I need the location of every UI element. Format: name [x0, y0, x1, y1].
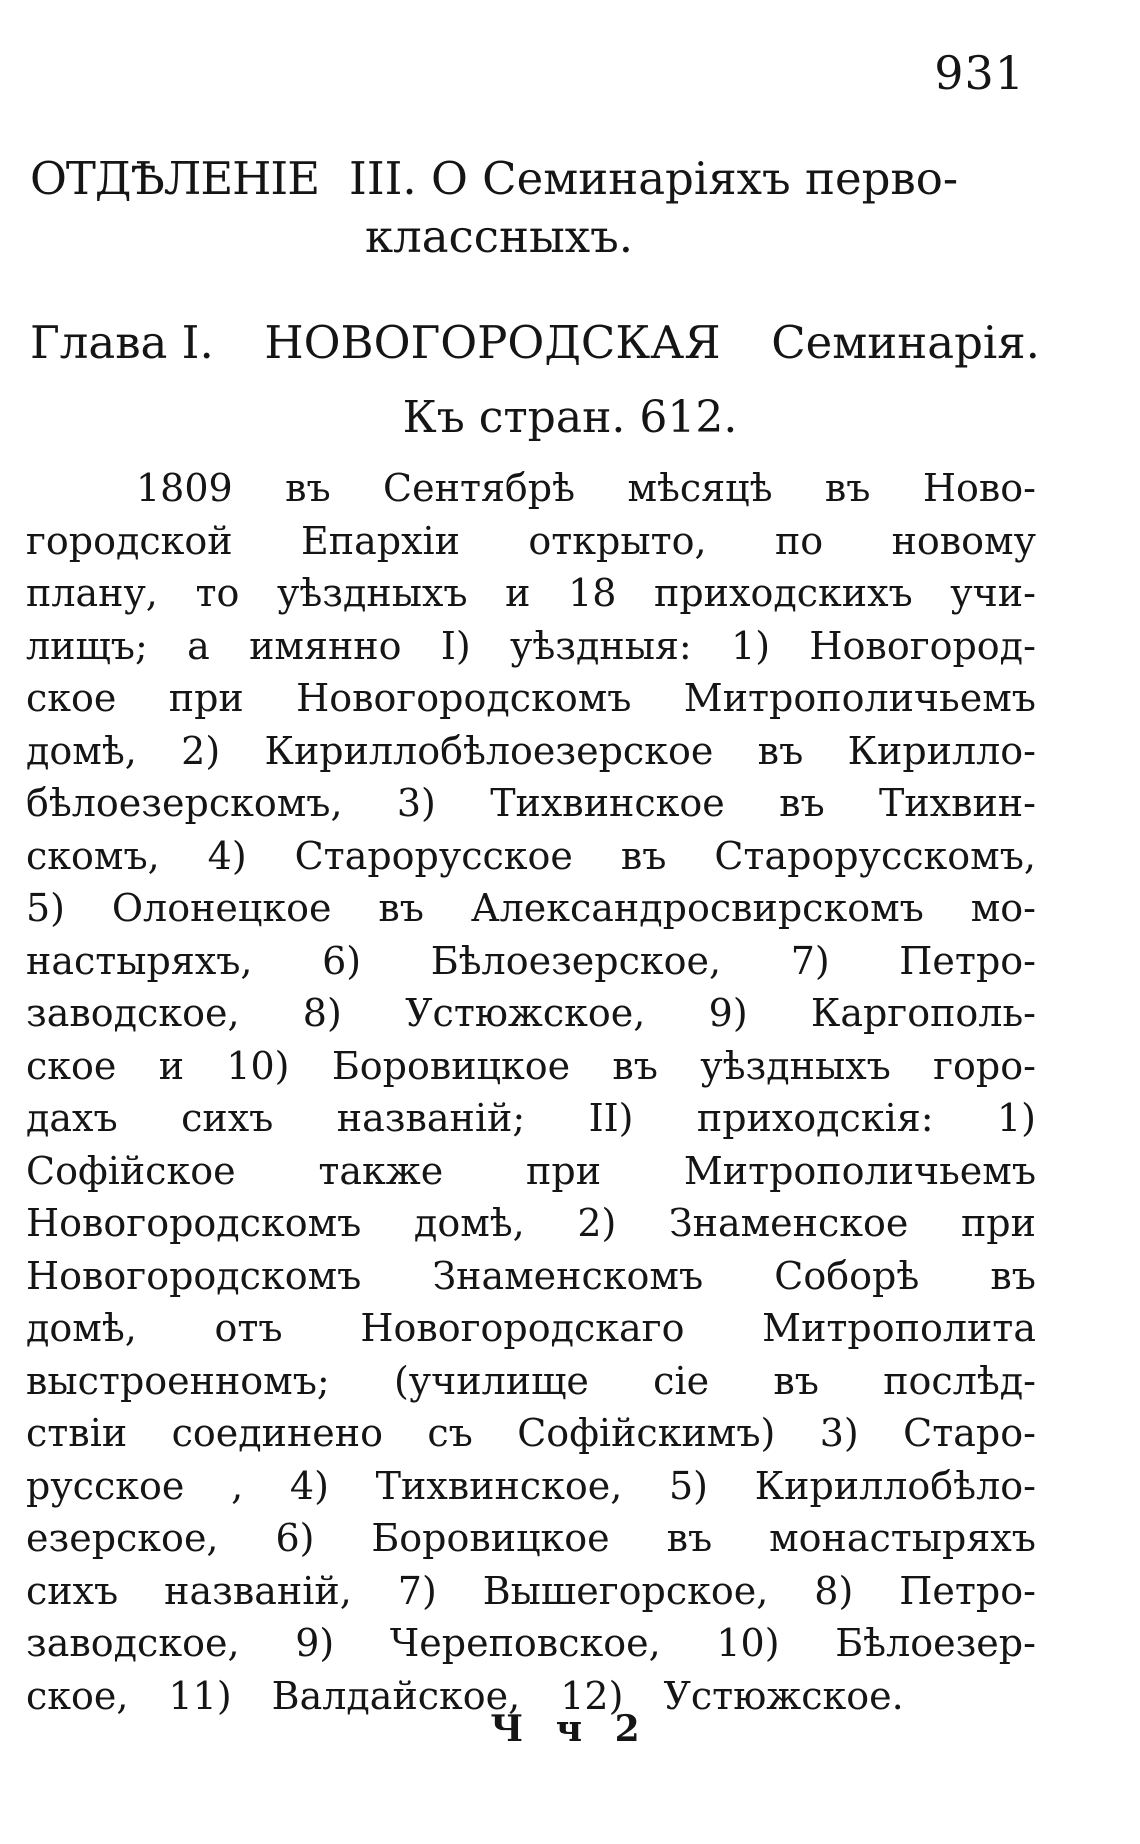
- word: Старорусскомъ,: [714, 833, 1036, 878]
- word: 3): [396, 781, 436, 825]
- word: домѣ,: [26, 1306, 137, 1350]
- word: 10): [226, 1043, 290, 1088]
- word: Митрополита: [762, 1306, 1036, 1350]
- word: Устюжское,: [405, 991, 646, 1035]
- word: имянно: [249, 623, 402, 668]
- word: и: [505, 571, 531, 615]
- word: мѣсяцѣ: [627, 466, 773, 510]
- page-reference: Къ стран. 612.: [402, 392, 738, 443]
- word: 4): [207, 833, 247, 878]
- word: Боровицкое: [331, 1043, 571, 1088]
- word: при: [168, 676, 244, 720]
- word: Новогородскомъ: [26, 1201, 362, 1245]
- word: Сентябрѣ: [383, 466, 576, 510]
- section-title-continuation: классныхъ.: [365, 210, 634, 263]
- text-line: [26, 1197, 1036, 1250]
- word: Кирилло-: [847, 728, 1036, 773]
- word: при: [960, 1201, 1036, 1245]
- word: учи-: [950, 571, 1036, 615]
- word: а: [187, 623, 210, 668]
- word: езерское,: [26, 1516, 219, 1560]
- word: съ: [427, 1411, 473, 1455]
- text-line: [26, 935, 1036, 988]
- word: I): [440, 623, 471, 668]
- word: Олонецкое: [111, 886, 332, 930]
- word: и: [158, 1043, 185, 1088]
- word: отъ: [214, 1306, 283, 1350]
- word: Соборѣ: [774, 1253, 920, 1298]
- word: 1): [731, 623, 771, 668]
- section-label: ОТДѢЛЕНІЕ: [30, 152, 320, 205]
- word: 11): [168, 1673, 232, 1718]
- text-line: [26, 672, 1036, 725]
- word: русское: [26, 1463, 185, 1508]
- word: Кириллобѣло-: [754, 1463, 1036, 1508]
- word: городской: [26, 518, 233, 563]
- word: уѣздныя:: [509, 623, 692, 668]
- word: въ: [779, 781, 825, 825]
- word: Вышегорское,: [482, 1568, 769, 1613]
- word: 7): [790, 938, 830, 983]
- word: ское: [26, 676, 117, 720]
- word: 9): [295, 1621, 335, 1665]
- word: сихъ: [26, 1568, 119, 1613]
- text-line: [26, 462, 1036, 515]
- text-line: [26, 1407, 1036, 1460]
- text-line: [26, 1512, 1036, 1565]
- word: Александросвирскомъ: [470, 886, 924, 930]
- word: Новогород-: [809, 623, 1036, 668]
- word: (училище: [393, 1358, 589, 1403]
- word: Митрополичьемъ: [683, 676, 1036, 720]
- word: настыряхъ,: [26, 938, 253, 983]
- word: названій;: [336, 1096, 526, 1140]
- word: Софійскимъ): [517, 1411, 776, 1455]
- word: бѣлоезерскомъ,: [26, 781, 343, 825]
- text-line: [26, 1145, 1036, 1198]
- word: домѣ,: [26, 728, 137, 773]
- word: дахъ: [26, 1096, 118, 1140]
- text-line: [26, 1250, 1036, 1303]
- word: 12): [560, 1673, 624, 1718]
- word: 3): [819, 1411, 859, 1455]
- word: Знаменскомъ: [432, 1253, 704, 1298]
- text-line: [26, 1302, 1036, 1355]
- word: 8): [814, 1568, 854, 1613]
- word: скомъ,: [26, 833, 160, 878]
- word: плану,: [26, 571, 158, 615]
- word: Софійское: [26, 1148, 236, 1193]
- text-line: [26, 1617, 1036, 1670]
- word: 1): [996, 1096, 1036, 1140]
- text-line: [26, 1092, 1036, 1145]
- word: въ: [285, 466, 331, 510]
- word: приходскія:: [696, 1096, 934, 1140]
- word: заводское,: [26, 991, 240, 1035]
- word: 2): [577, 1201, 617, 1245]
- word: Устюжское.: [663, 1673, 904, 1718]
- word: Новогородскомъ: [26, 1253, 362, 1298]
- page-number: 931: [934, 46, 1025, 100]
- word: въ: [620, 833, 667, 878]
- text-line: [26, 1565, 1036, 1618]
- word: Митрополичьемъ: [683, 1148, 1036, 1193]
- word: 1809: [136, 466, 233, 510]
- word: въ: [824, 466, 871, 510]
- word: ствіи: [26, 1411, 128, 1455]
- text-line: [26, 830, 1036, 883]
- text-line: [26, 725, 1036, 778]
- word: по: [774, 518, 824, 563]
- word: въ: [990, 1253, 1036, 1298]
- word: Старорусское: [294, 833, 573, 878]
- word: новому: [891, 518, 1036, 563]
- word: уѣздныхъ: [700, 1043, 891, 1088]
- word: въ: [757, 728, 804, 773]
- word: въ: [666, 1516, 713, 1560]
- word: 8): [302, 991, 342, 1035]
- word: ское,: [26, 1673, 129, 1718]
- word: 6): [275, 1516, 315, 1560]
- word: выстроенномъ;: [26, 1358, 330, 1403]
- word: ское: [26, 1043, 117, 1088]
- word: Бѣлоезер-: [835, 1621, 1036, 1665]
- word: Валдайское,: [271, 1673, 521, 1718]
- text-line: [26, 515, 1036, 568]
- text-line: [26, 567, 1036, 620]
- word: также: [318, 1148, 444, 1193]
- word: открыто,: [528, 518, 707, 563]
- word: при: [526, 1148, 602, 1193]
- word: Ново-: [922, 466, 1036, 510]
- text-line: [26, 1460, 1036, 1513]
- word: Кириллобѣлоезерское: [264, 728, 714, 773]
- word: домѣ,: [413, 1201, 525, 1245]
- word: въ: [378, 886, 424, 930]
- word: Старо-: [903, 1411, 1036, 1455]
- word: Череповское,: [389, 1621, 661, 1665]
- word: Петро-: [899, 1568, 1036, 1613]
- word: названій,: [164, 1568, 352, 1613]
- word: 18: [568, 571, 617, 615]
- word: Бѣлоезерское,: [430, 938, 722, 983]
- chapter-name: НОВОГОРОДСКАЯ: [264, 316, 721, 369]
- section-title: III. О Семинаріяхъ перво-: [349, 152, 959, 205]
- body-text: [26, 462, 1036, 1722]
- word: лищъ;: [26, 623, 148, 668]
- chapter-type: Семинарія.: [771, 316, 1040, 369]
- word: уѣздныхъ: [276, 571, 468, 615]
- word: 10): [716, 1621, 780, 1665]
- word: Новогородскомъ: [296, 676, 632, 720]
- text-line: [26, 882, 1036, 935]
- chapter-heading: [30, 316, 1040, 369]
- word: сихъ: [181, 1096, 274, 1140]
- word: приходскихъ: [654, 571, 913, 615]
- word: 5): [26, 886, 66, 930]
- word: Тихвинское: [490, 781, 725, 825]
- word: горо-: [933, 1043, 1036, 1088]
- signature-mark: Ч ч 2: [490, 1708, 650, 1750]
- word: Знаменское: [668, 1201, 909, 1245]
- word: 7): [397, 1568, 437, 1613]
- text-line: [26, 1355, 1036, 1408]
- word: 6): [322, 938, 362, 983]
- word: мо-: [970, 886, 1036, 930]
- word: то: [195, 571, 240, 615]
- text-line: [26, 987, 1036, 1040]
- word: Боровицкое: [371, 1516, 610, 1560]
- word: монастыряхъ: [769, 1516, 1036, 1560]
- word: II): [588, 1096, 634, 1140]
- word: въ: [773, 1358, 819, 1403]
- word: 2): [181, 728, 221, 773]
- word: Петро-: [899, 938, 1036, 983]
- word: Епархіи: [301, 518, 460, 563]
- word: Новогородскаго: [360, 1306, 685, 1350]
- word: Каргополь-: [810, 991, 1036, 1035]
- word: Тихвин-: [878, 781, 1036, 825]
- text-line: [26, 620, 1036, 673]
- chapter-label: Глава I.: [30, 316, 214, 369]
- word: въ: [612, 1043, 658, 1088]
- word: 9): [708, 991, 748, 1035]
- word: послѣд-: [883, 1358, 1036, 1403]
- word: соединено: [171, 1411, 383, 1455]
- word: сіе: [653, 1358, 710, 1403]
- text-line: [26, 1040, 1036, 1093]
- section-heading: [30, 150, 1040, 266]
- word: 5): [669, 1463, 709, 1508]
- text-line: [26, 777, 1036, 830]
- word: 4): [289, 1463, 329, 1508]
- word: Тихвинское,: [375, 1463, 623, 1508]
- word: заводское,: [26, 1621, 240, 1665]
- word: ,: [231, 1463, 244, 1508]
